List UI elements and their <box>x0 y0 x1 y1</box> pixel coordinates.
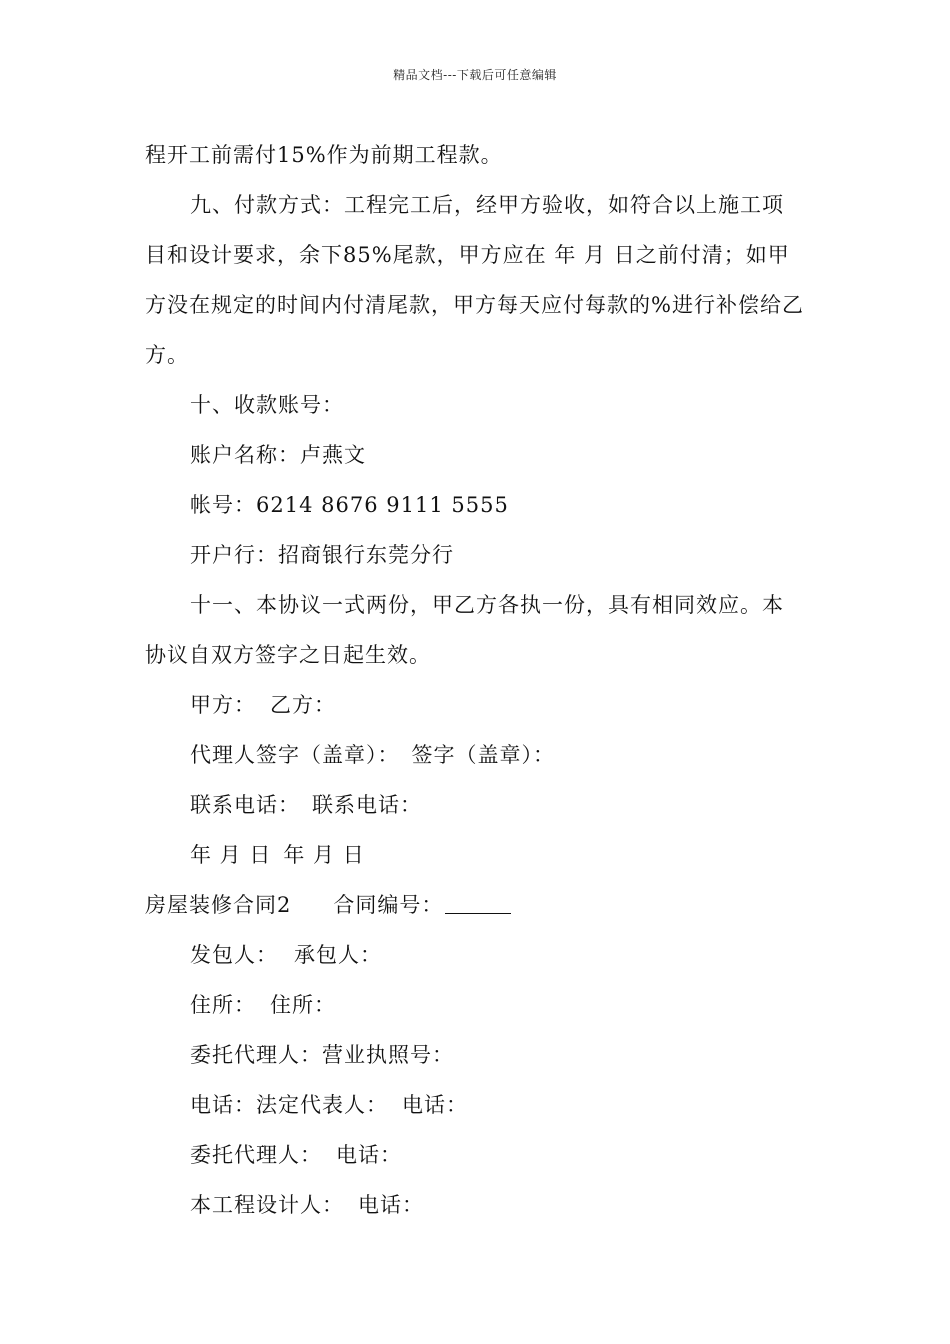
issuer-row <box>145 930 810 980</box>
contract-number-label: 合同编号： <box>333 893 444 917</box>
date-a: 年 月 日 <box>190 843 272 867</box>
paragraph-line: 目和设计要求，余下85%尾款，甲方应在 年 月 日之前付清；如甲 <box>145 243 790 267</box>
paragraph-line: 程开工前需付15%作为前期工程款。 <box>145 143 503 167</box>
contract-number-blank <box>445 895 511 914</box>
payment-method-line: 九、付款方式：工程完工后，经甲方验收，如符合以上施工项 <box>190 193 784 217</box>
document-body <box>145 130 810 1230</box>
party-a-label: 甲方： <box>190 693 256 717</box>
address-b-label: 住所： <box>270 993 336 1017</box>
phone-b-label: 联系电话： <box>312 793 422 817</box>
phone-b-label: 电话： <box>402 1093 468 1117</box>
license-label: 营业执照号： <box>322 1043 454 1067</box>
agent-license-row <box>145 1030 810 1080</box>
address-a-label: 住所： <box>190 993 256 1017</box>
party-row <box>145 680 810 730</box>
agent-b-label: 委托代理人： <box>190 1143 322 1167</box>
legal-rep-row <box>145 1080 810 1130</box>
paragraph-line: 方没在规定的时间内付清尾款，甲方每天应付每款的%进行补偿给乙 <box>145 293 804 317</box>
contract2-title: 房屋装修合同2 <box>145 893 292 917</box>
contract2-title-row <box>145 880 810 930</box>
agent-signature-label: 代理人签字（盖章）： <box>190 743 400 767</box>
signature-label: 签字（盖章）： <box>411 743 555 767</box>
page-header: 精品文档---下载后可任意编辑 <box>393 68 557 82</box>
phone-a-label: 联系电话： <box>190 793 300 817</box>
account-number: 帐号：6214 8676 9111 5555 <box>190 493 509 517</box>
contractor-label: 承包人： <box>294 943 382 967</box>
designer-label: 本工程设计人： <box>190 1193 344 1217</box>
bank-branch: 开户行：招商银行东莞分行 <box>190 543 454 567</box>
party-b-label: 乙方： <box>270 693 336 717</box>
issuer-label: 发包人： <box>190 943 278 967</box>
date-b: 年 月 日 <box>283 843 365 867</box>
agent-a-label: 委托代理人： <box>190 1043 322 1067</box>
address-row <box>145 980 810 1030</box>
account-name: 账户名称：卢燕文 <box>190 443 366 467</box>
date-row <box>145 830 810 880</box>
phone-row <box>145 780 810 830</box>
phone-label: 电话： <box>190 1093 256 1117</box>
legal-rep-label: 法定代表人： <box>256 1093 388 1117</box>
paragraph-line: 协议自双方签字之日起生效。 <box>145 643 431 667</box>
account-heading: 十、收款账号： <box>190 393 344 417</box>
phone-d-label: 电话： <box>358 1193 424 1217</box>
copies-clause-line: 十一、本协议一式两份，甲乙方各执一份，具有相同效应。本 <box>190 593 784 617</box>
designer-row <box>145 1180 810 1230</box>
paragraph-line: 方。 <box>145 343 189 367</box>
phone-c-label: 电话： <box>336 1143 402 1167</box>
agent-b-row <box>145 1130 810 1180</box>
signature-row <box>145 730 810 780</box>
